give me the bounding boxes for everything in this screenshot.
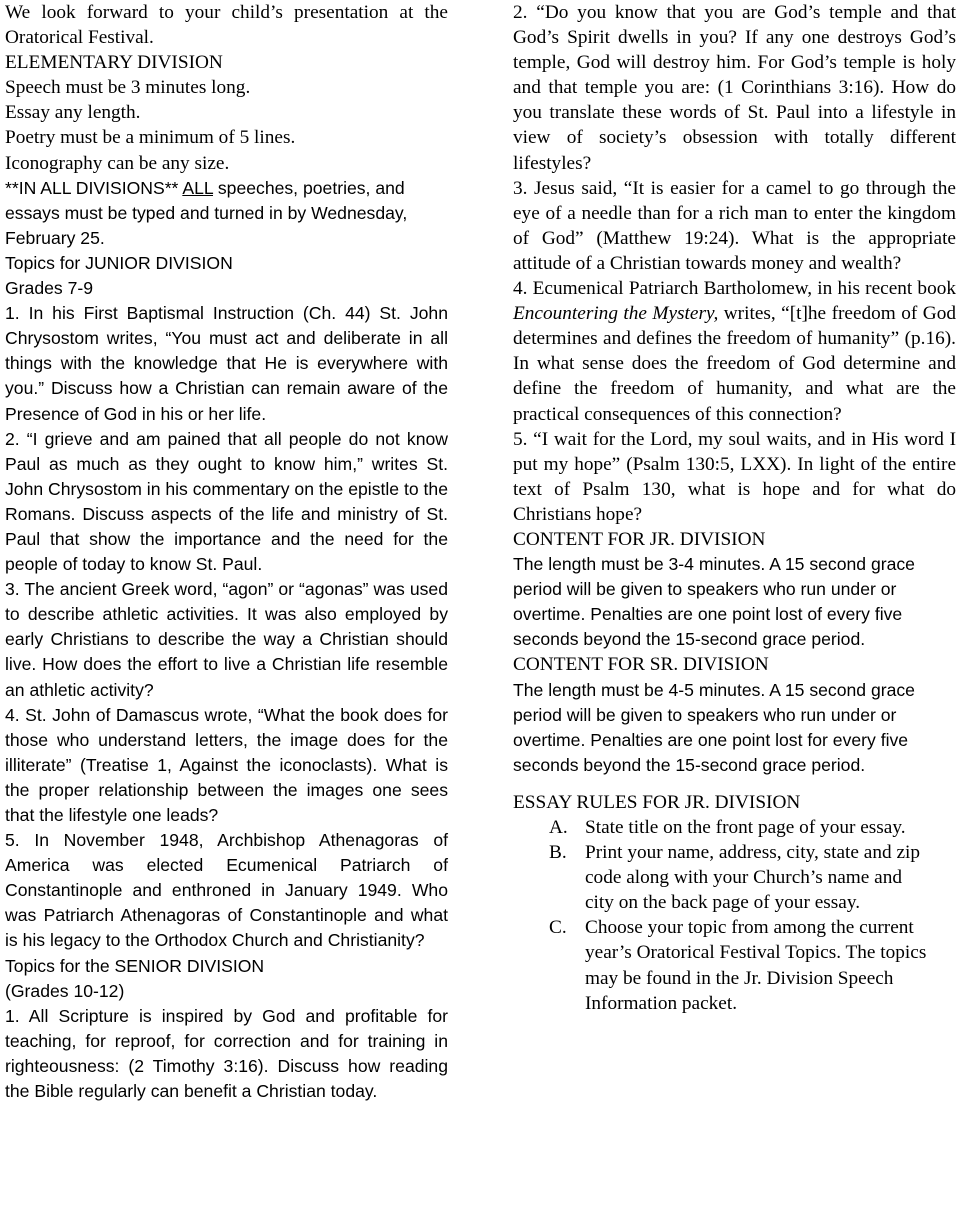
list-text: Print your name, address, city, state and zip code along with your Church’s name and city on the back page of your essay. xyxy=(585,842,921,914)
list-text: Choose your topic from among the current year’s Oratorical Festival Topics. The topics may be found in the Jr. Division Speech Information packet. xyxy=(585,917,927,1014)
junior-grades: Grades 7-9 xyxy=(5,278,94,299)
senior-topic-2: 2. “Do you know that you are God’s temple and that God’s Spirit dwells in you? If any one destroys God’s temple, God will destroy him. For God’s temple is holy and that temple you are: (1 Corinthians 3:16). How do you translate these words of St. Paul into a lifestyle in view of society’s obsession with totally different lifestyles? xyxy=(513,2,956,174)
senior-topic-5: 5. “I wait for the Lord, my soul waits, and in His word I put my hope” (Psalm 130:5, LXX). In light of the entire text of Psalm 130, what is hope and for what do Christians hope? xyxy=(513,428,956,525)
content-sr-text: The length must be 4-5 minutes. A 15 second grace period will be given to speakers who run under or overtime. Penalties are one point lost for every five seconds beyond the 15-second grace period. xyxy=(513,679,915,775)
content-jr-heading: CONTENT FOR JR. DIVISION xyxy=(513,528,766,550)
senior-topic-1: 1. All Scripture is inspired by God and profitable for teaching, for reproof, for correction and for training in righteousness: (2 Timothy 3:16). Discuss how reading the Bible regularly can benefit a Christian today. xyxy=(5,1005,448,1102)
spacer xyxy=(513,778,956,790)
list-letter: C. xyxy=(549,917,567,939)
elementary-rule-speech: Speech must be 3 minutes long. xyxy=(5,77,251,99)
senior-grades: (Grades 10-12) xyxy=(5,980,125,1001)
all-divisions-notice: **IN ALL DIVISIONS** ALL speeches, poetries, and essays must be typed and turned in by Wednesday, February 25. xyxy=(5,177,408,248)
junior-topic-1: 1. In his First Baptismal Instruction (Ch. 44) St. John Chrysostom writes, “You must act and deliberate in all things with the knowledge that He is everywhere with you.” Discuss how a Christian can remain aware of the Presence of God in his or her life. xyxy=(5,303,448,424)
elementary-heading: ELEMENTARY DIVISION xyxy=(5,52,223,74)
intro-paragraph: We look forward to your child’s presentation at the Oratorical Festival. xyxy=(5,2,448,49)
elementary-rule-iconography: Iconography can be any size. xyxy=(5,152,230,174)
senior-topic-3: 3. Jesus said, “It is easier for a camel to go through the eye of a needle than for a rich man to enter the kingdom of God” (Matthew 19:24). What is the appropriate attitude of a Christian towards money and wealth? xyxy=(513,177,956,274)
list-text: State title on the front page of your essay. xyxy=(585,817,906,838)
list-letter: A. xyxy=(549,817,568,838)
all-underlined: ALL xyxy=(182,177,213,198)
junior-topic-5: 5. In November 1948, Archbishop Athenagoras of America was elected Ecumenical Patriarch of Constantinople and enthroned in January 1949. Who was Patriarch Athenagoras of Constantinople and what is his legacy to the Orthodox Church and Christianity? xyxy=(5,830,448,951)
junior-topic-4: 4. St. John of Damascus wrote, “What the book does for those who understand letters, the image does for the illiterate” (Treatise 1, Against the iconoclasts). What is the proper relationship between the images one sees that the lifestyle one leads? xyxy=(5,704,448,825)
content-sr-heading: CONTENT FOR SR. DIVISION xyxy=(513,654,769,676)
essay-rules-heading: ESSAY RULES FOR JR. DIVISION xyxy=(513,791,801,813)
junior-heading: Topics for JUNIOR DIVISION xyxy=(5,252,233,273)
elementary-rule-essay: Essay any length. xyxy=(5,102,141,124)
book-title: Encountering the Mystery, xyxy=(513,303,719,325)
right-column xyxy=(513,0,956,1016)
elementary-rule-poetry: Poetry must be a minimum of 5 lines. xyxy=(5,127,296,149)
list-item xyxy=(513,915,956,1015)
essay-rules-list xyxy=(513,815,956,1016)
list-item xyxy=(513,840,956,915)
list-letter: B. xyxy=(549,842,567,864)
junior-topic-2: 2. “I grieve and am pained that all people do not know Paul as much as they ought to know him,” writes St. John Chrysostom in his commentary on the epistle to the Romans. Discuss aspects of the life and ministry of St. Paul that show the importance and the need for the people of today to know St. Paul. xyxy=(5,428,448,575)
senior-topic-4: 4. Ecumenical Patriarch Bartholomew, in his recent book Encountering the Mystery, writes, “[t]he freedom of God determines and defines the freedom of humanity” (p.16). In what sense does the freedom of God determine and define the freedom of humanity, and what are the practical consequences of this connection? xyxy=(513,278,956,425)
senior-heading: Topics for the SENIOR DIVISION xyxy=(5,955,265,976)
left-column xyxy=(5,0,448,1104)
content-jr-text: The length must be 3-4 minutes. A 15 second grace period will be given to speakers who run under or overtime. Penalties are one point lost of every five seconds beyond the 15-second grace period. xyxy=(513,554,915,650)
list-item xyxy=(513,815,956,840)
junior-topic-3: 3. The ancient Greek word, “agon” or “agonas” was used to describe athletic activities. It was also employed by early Christians to describe the way a Christian should live. How does the effort to live a Christian life resemble an athletic activity? xyxy=(5,579,448,700)
